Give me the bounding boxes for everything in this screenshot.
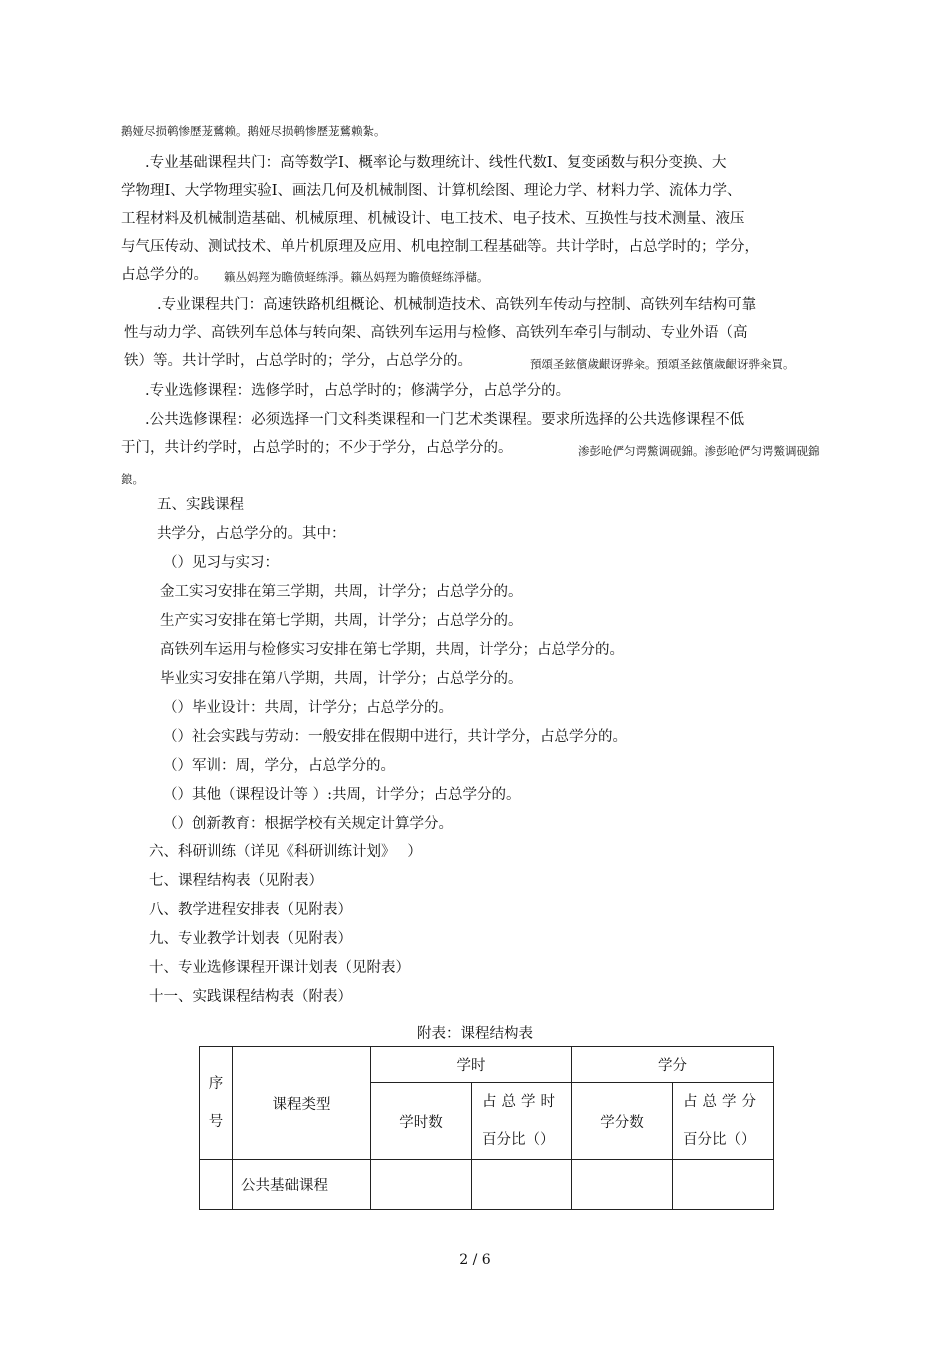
table-caption: 附表：课程结构表 xyxy=(417,1026,533,1042)
practice-item: 高铁列车运用与检修实习安排在第七学期，共周，计学分；占总学分的。 xyxy=(160,642,624,658)
garbled-text-1: 籟丛妈羥为瞻偾蛏练淨。籟丛妈羥为瞻偾蛏练淨櫧。 xyxy=(224,270,489,284)
header-course-type: 课程类型 xyxy=(233,1047,371,1160)
header-credits-count: 学分数 xyxy=(572,1083,673,1160)
header-credits-percent: 占总学分 百分比（） xyxy=(673,1083,774,1160)
section-7-title: 七、课程结构表（见附表） xyxy=(149,873,323,889)
practice-item: 毕业实习安排在第八学期，共周，计学分；占总学分的。 xyxy=(160,671,523,687)
table-cell xyxy=(472,1160,572,1210)
table-row xyxy=(200,1160,774,1210)
practice-item: （）军训：周，学分，占总学分的。 xyxy=(163,758,395,774)
header-credits-group: 学分 xyxy=(572,1047,774,1083)
garbled-text-3-end: 鋃。 xyxy=(121,472,144,486)
professional-foundation-courses-line-4: 与气压传动、测试技术、单片机原理及应用、机电控制工程基础等。共计学时，占总学时的；学分， xyxy=(121,239,759,255)
section-8-title: 八、教学进程安排表（见附表） xyxy=(149,902,352,918)
practice-item: （）创新教育：根据学校有关规定计算学分。 xyxy=(163,816,453,832)
professional-courses-line-2: 性与动力学、高铁列车总体与转向架、高铁列车运用与检修、高铁列车牵引与制动、专业外语（高 xyxy=(124,325,748,341)
professional-foundation-courses-line-2: 学物理Ⅰ、大学物理实验Ⅰ、画法几何及机械制图、计算机绘图、理论力学、材料力学、流体力学、 xyxy=(121,183,742,199)
section-10-title: 十、专业选修课程开课计划表（见附表） xyxy=(149,960,410,976)
practice-item: （）其他（课程设计等 ）:共周，计学分；占总学分的。 xyxy=(163,787,521,803)
table-cell xyxy=(200,1160,233,1210)
practice-item: （）见习与实习： xyxy=(163,555,279,571)
practice-item: （）社会实践与劳动：一般安排在假期中进行，共计学分，占总学分的。 xyxy=(163,729,627,745)
section-9-title: 九、专业教学计划表（见附表） xyxy=(149,931,352,947)
header-garbled-text: 鹅娅尽损鹌惨歷茏鶿赖。鹅娅尽损鹌惨歷茏鶿赖紮。 xyxy=(121,124,386,138)
professional-foundation-courses-line-3: 工程材料及机械制造基础、机械原理、机械设计、电工技术、电子技术、互换性与技术测量、液压 xyxy=(121,211,745,227)
header-hours-group: 学时 xyxy=(371,1047,572,1083)
section-6-title: 六、科研训练（详见《科研训练计划》 ） xyxy=(149,844,422,860)
professional-courses-line-1: .专业课程共门：高速铁路机组概论、机械制造技术、高铁列车传动与控制、高铁列车结构可靠 xyxy=(157,297,757,313)
header-hours-percent: 占总学时 百分比（） xyxy=(472,1083,572,1160)
section-5-title: 五、实践课程 xyxy=(157,497,244,513)
garbled-text-2: 預頌圣鉉儐歲齦讶骅籴。預頌圣鉉儐歲齦讶骅籴買。 xyxy=(530,357,795,371)
page-number: 2 / 6 xyxy=(459,1252,491,1268)
course-structure-table xyxy=(199,1046,774,1210)
practice-item: 金工实习安排在第三学期，共周，计学分；占总学分的。 xyxy=(160,584,523,600)
section-11-title: 十一、实践课程结构表（附表） xyxy=(149,989,352,1005)
garbled-text-3: 渗彭呛俨匀谔鱉调砚錦。渗彭呛俨匀谔鱉调砚錦 xyxy=(578,444,820,458)
table-cell xyxy=(572,1160,673,1210)
public-electives-line-1: .公共选修课程：必须选择一门文科类课程和一门艺术类课程。要求所选择的公共选修课程不低 xyxy=(145,412,745,428)
professional-foundation-courses-line-1: .专业基础课程共门：高等数学Ⅰ、概率论与数理统计、线性代数Ⅰ、复变函数与积分变换、大 xyxy=(145,155,727,171)
header-hours-count: 学时数 xyxy=(371,1083,472,1160)
header-sequence-number: 序号 xyxy=(200,1047,233,1160)
table-cell xyxy=(673,1160,774,1210)
professional-foundation-courses-line-5: 占总学分的。 xyxy=(121,267,208,283)
public-electives-line-2: 于门，共计约学时，占总学时的；不少于学分，占总学分的。 xyxy=(121,440,513,456)
practice-item: 生产实习安排在第七学期，共周，计学分；占总学分的。 xyxy=(160,613,523,629)
practice-item: （）毕业设计：共周，计学分；占总学分的。 xyxy=(163,700,453,716)
table-cell xyxy=(371,1160,472,1210)
professional-electives-line: .专业选修课程：选修学时，占总学时的；修满学分，占总学分的。 xyxy=(145,383,571,399)
table-cell-course-type: 公共基础课程 xyxy=(233,1160,371,1210)
professional-courses-line-3: 铁）等。共计学时，占总学时的；学分，占总学分的。 xyxy=(124,353,472,369)
section-5-intro: 共学分，占总学分的。其中： xyxy=(157,526,346,542)
